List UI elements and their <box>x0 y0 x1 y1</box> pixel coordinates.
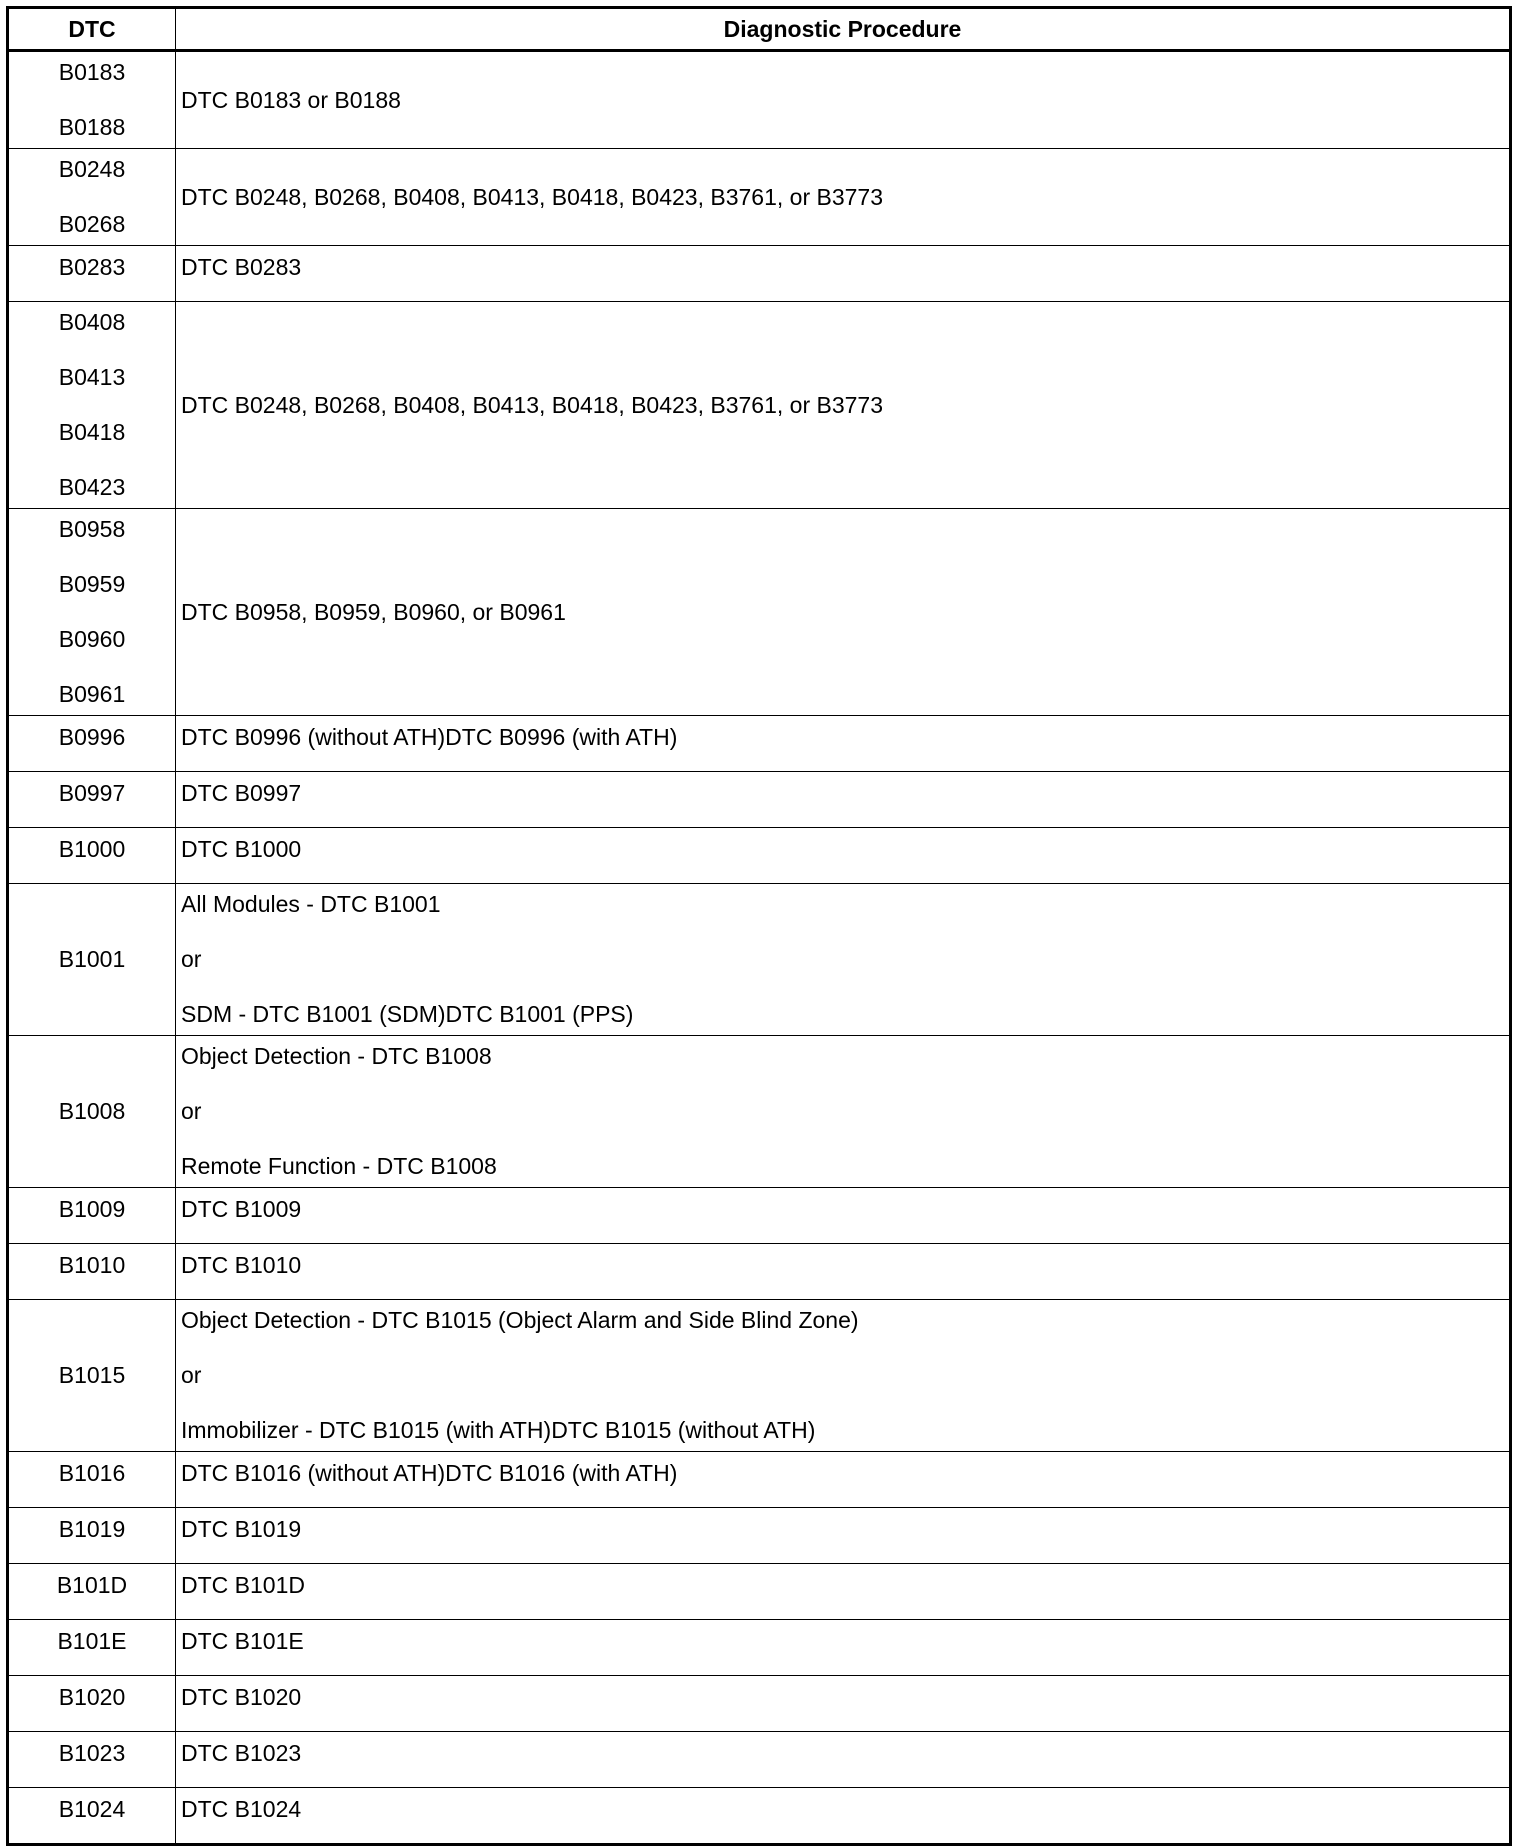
procedure-text: DTC B1016 (without ATH)DTC B1016 (with ATH) <box>181 1460 678 1486</box>
diagnostic-procedure-cell <box>176 51 1511 149</box>
dtc-code: B1016 <box>58 1460 126 1486</box>
table-row <box>8 246 1511 302</box>
dtc-code: B0418 <box>58 419 126 445</box>
diagnostic-procedure-cell <box>176 1676 1511 1732</box>
dtc-table <box>6 6 1512 1846</box>
procedure-text: DTC B1024 <box>181 1796 302 1822</box>
dtc-code: B1015 <box>58 1362 126 1388</box>
dtc-code: B0961 <box>58 681 126 707</box>
dtc-code-cell <box>8 1732 176 1788</box>
dtc-code-cell <box>8 1300 176 1452</box>
dtc-code-cell <box>8 1508 176 1564</box>
procedure-text: DTC B1009 <box>181 1196 302 1222</box>
dtc-code: B0408 <box>58 309 126 335</box>
dtc-code: B1010 <box>58 1252 126 1278</box>
table-row <box>8 509 1511 716</box>
header-dtc: DTC <box>8 8 176 51</box>
table-row <box>8 1676 1511 1732</box>
dtc-code-cell <box>8 1188 176 1244</box>
dtc-code: B1023 <box>58 1740 126 1766</box>
dtc-code-cell <box>8 1788 176 1845</box>
dtc-code-cell <box>8 51 176 149</box>
diagnostic-procedure-cell <box>176 149 1511 246</box>
procedure-text: Immobilizer - DTC B1015 (with ATH)DTC B1015 (without ATH) <box>181 1417 816 1443</box>
procedure-text: DTC B1019 <box>181 1516 302 1542</box>
diagnostic-procedure-cell <box>176 716 1511 772</box>
procedure-text: DTC B0283 <box>181 254 302 280</box>
table-row <box>8 302 1511 509</box>
procedure-text: DTC B1023 <box>181 1740 302 1766</box>
dtc-code: B1009 <box>58 1196 126 1222</box>
dtc-code-cell <box>8 828 176 884</box>
dtc-code: B1000 <box>58 836 126 862</box>
procedure-text: DTC B0996 (without ATH)DTC B0996 (with ATH) <box>181 724 678 750</box>
procedure-text: DTC B0997 <box>181 780 302 806</box>
procedure-text: DTC B0248, B0268, B0408, B0413, B0418, B0423, B3761, or B3773 <box>181 183 884 210</box>
procedure-text: Object Detection - DTC B1015 (Object Alarm and Side Blind Zone) <box>181 1307 859 1333</box>
procedure-text: DTC B0958, B0959, B0960, or B0961 <box>181 598 566 625</box>
procedure-text: DTC B101E <box>181 1628 304 1654</box>
table-header-row <box>8 8 1511 51</box>
procedure-text: or <box>181 1098 202 1124</box>
header-diagnostic-procedure: Diagnostic Procedure <box>176 8 1511 51</box>
dtc-code-cell <box>8 772 176 828</box>
diagnostic-procedure-cell <box>176 1788 1511 1845</box>
table-row <box>8 1452 1511 1508</box>
table-row <box>8 716 1511 772</box>
dtc-code: B0283 <box>58 254 126 280</box>
dtc-code-cell <box>8 246 176 302</box>
table-row <box>8 884 1511 1036</box>
table-body <box>8 51 1511 1845</box>
dtc-code: B1001 <box>58 946 126 972</box>
diagnostic-procedure-cell <box>176 509 1511 716</box>
procedure-text: SDM - DTC B1001 (SDM)DTC B1001 (PPS) <box>181 1001 634 1027</box>
dtc-code: B0183 <box>58 59 126 85</box>
table-row <box>8 1564 1511 1620</box>
procedure-text: DTC B101D <box>181 1572 305 1598</box>
dtc-code: B101E <box>57 1628 127 1654</box>
dtc-code: B101D <box>56 1572 128 1598</box>
diagnostic-procedure-cell <box>176 246 1511 302</box>
table-row <box>8 1244 1511 1300</box>
dtc-code: B1024 <box>58 1796 126 1822</box>
dtc-code: B0996 <box>58 724 126 750</box>
procedure-text: DTC B0183 or B0188 <box>181 86 401 113</box>
dtc-code-cell <box>8 509 176 716</box>
dtc-code-cell <box>8 1564 176 1620</box>
table-row <box>8 1788 1511 1845</box>
dtc-code: B1019 <box>58 1516 126 1542</box>
diagnostic-procedure-cell <box>176 1620 1511 1676</box>
diagnostic-procedure-cell <box>176 1300 1511 1452</box>
procedure-text: or <box>181 946 202 972</box>
diagnostic-procedure-cell <box>176 884 1511 1036</box>
procedure-text: DTC B1010 <box>181 1252 302 1278</box>
dtc-code-cell <box>8 1620 176 1676</box>
dtc-code: B0960 <box>58 626 126 652</box>
table-row <box>8 51 1511 149</box>
diagnostic-procedure-cell <box>176 302 1511 509</box>
dtc-code-cell <box>8 1452 176 1508</box>
diagnostic-procedure-cell <box>176 1732 1511 1788</box>
dtc-code-cell <box>8 1676 176 1732</box>
table-row <box>8 1300 1511 1452</box>
dtc-code: B0959 <box>58 571 126 597</box>
table-row <box>8 828 1511 884</box>
table-row <box>8 1036 1511 1188</box>
dtc-code: B1020 <box>58 1684 126 1710</box>
dtc-code: B0268 <box>58 211 126 237</box>
dtc-code: B0248 <box>58 156 126 182</box>
diagnostic-procedure-cell <box>176 1188 1511 1244</box>
procedure-text: DTC B0248, B0268, B0408, B0413, B0418, B0423, B3761, or B3773 <box>181 391 884 418</box>
dtc-code-cell <box>8 1244 176 1300</box>
procedure-text: or <box>181 1362 202 1388</box>
dtc-code: B0958 <box>58 516 126 542</box>
dtc-code-cell <box>8 1036 176 1188</box>
table-row <box>8 772 1511 828</box>
procedure-text: DTC B1020 <box>181 1684 302 1710</box>
dtc-code: B0997 <box>58 780 126 806</box>
dtc-code-cell <box>8 716 176 772</box>
procedure-text: All Modules - DTC B1001 <box>181 891 441 917</box>
dtc-code-cell <box>8 149 176 246</box>
dtc-code: B1008 <box>58 1098 126 1124</box>
procedure-text: Remote Function - DTC B1008 <box>181 1153 497 1179</box>
table-row <box>8 1508 1511 1564</box>
diagnostic-procedure-cell <box>176 1564 1511 1620</box>
diagnostic-procedure-cell <box>176 1508 1511 1564</box>
dtc-code-cell <box>8 884 176 1036</box>
table-row <box>8 149 1511 246</box>
table-row <box>8 1188 1511 1244</box>
dtc-code: B0413 <box>58 364 126 390</box>
diagnostic-procedure-cell <box>176 1452 1511 1508</box>
table-row <box>8 1620 1511 1676</box>
dtc-code: B0423 <box>58 474 126 500</box>
table-row <box>8 1732 1511 1788</box>
diagnostic-procedure-cell <box>176 828 1511 884</box>
diagnostic-procedure-cell <box>176 1036 1511 1188</box>
diagnostic-procedure-cell <box>176 772 1511 828</box>
procedure-text: DTC B1000 <box>181 836 302 862</box>
dtc-code: B0188 <box>58 114 126 140</box>
procedure-text: Object Detection - DTC B1008 <box>181 1043 492 1069</box>
dtc-code-cell <box>8 302 176 509</box>
diagnostic-procedure-cell <box>176 1244 1511 1300</box>
